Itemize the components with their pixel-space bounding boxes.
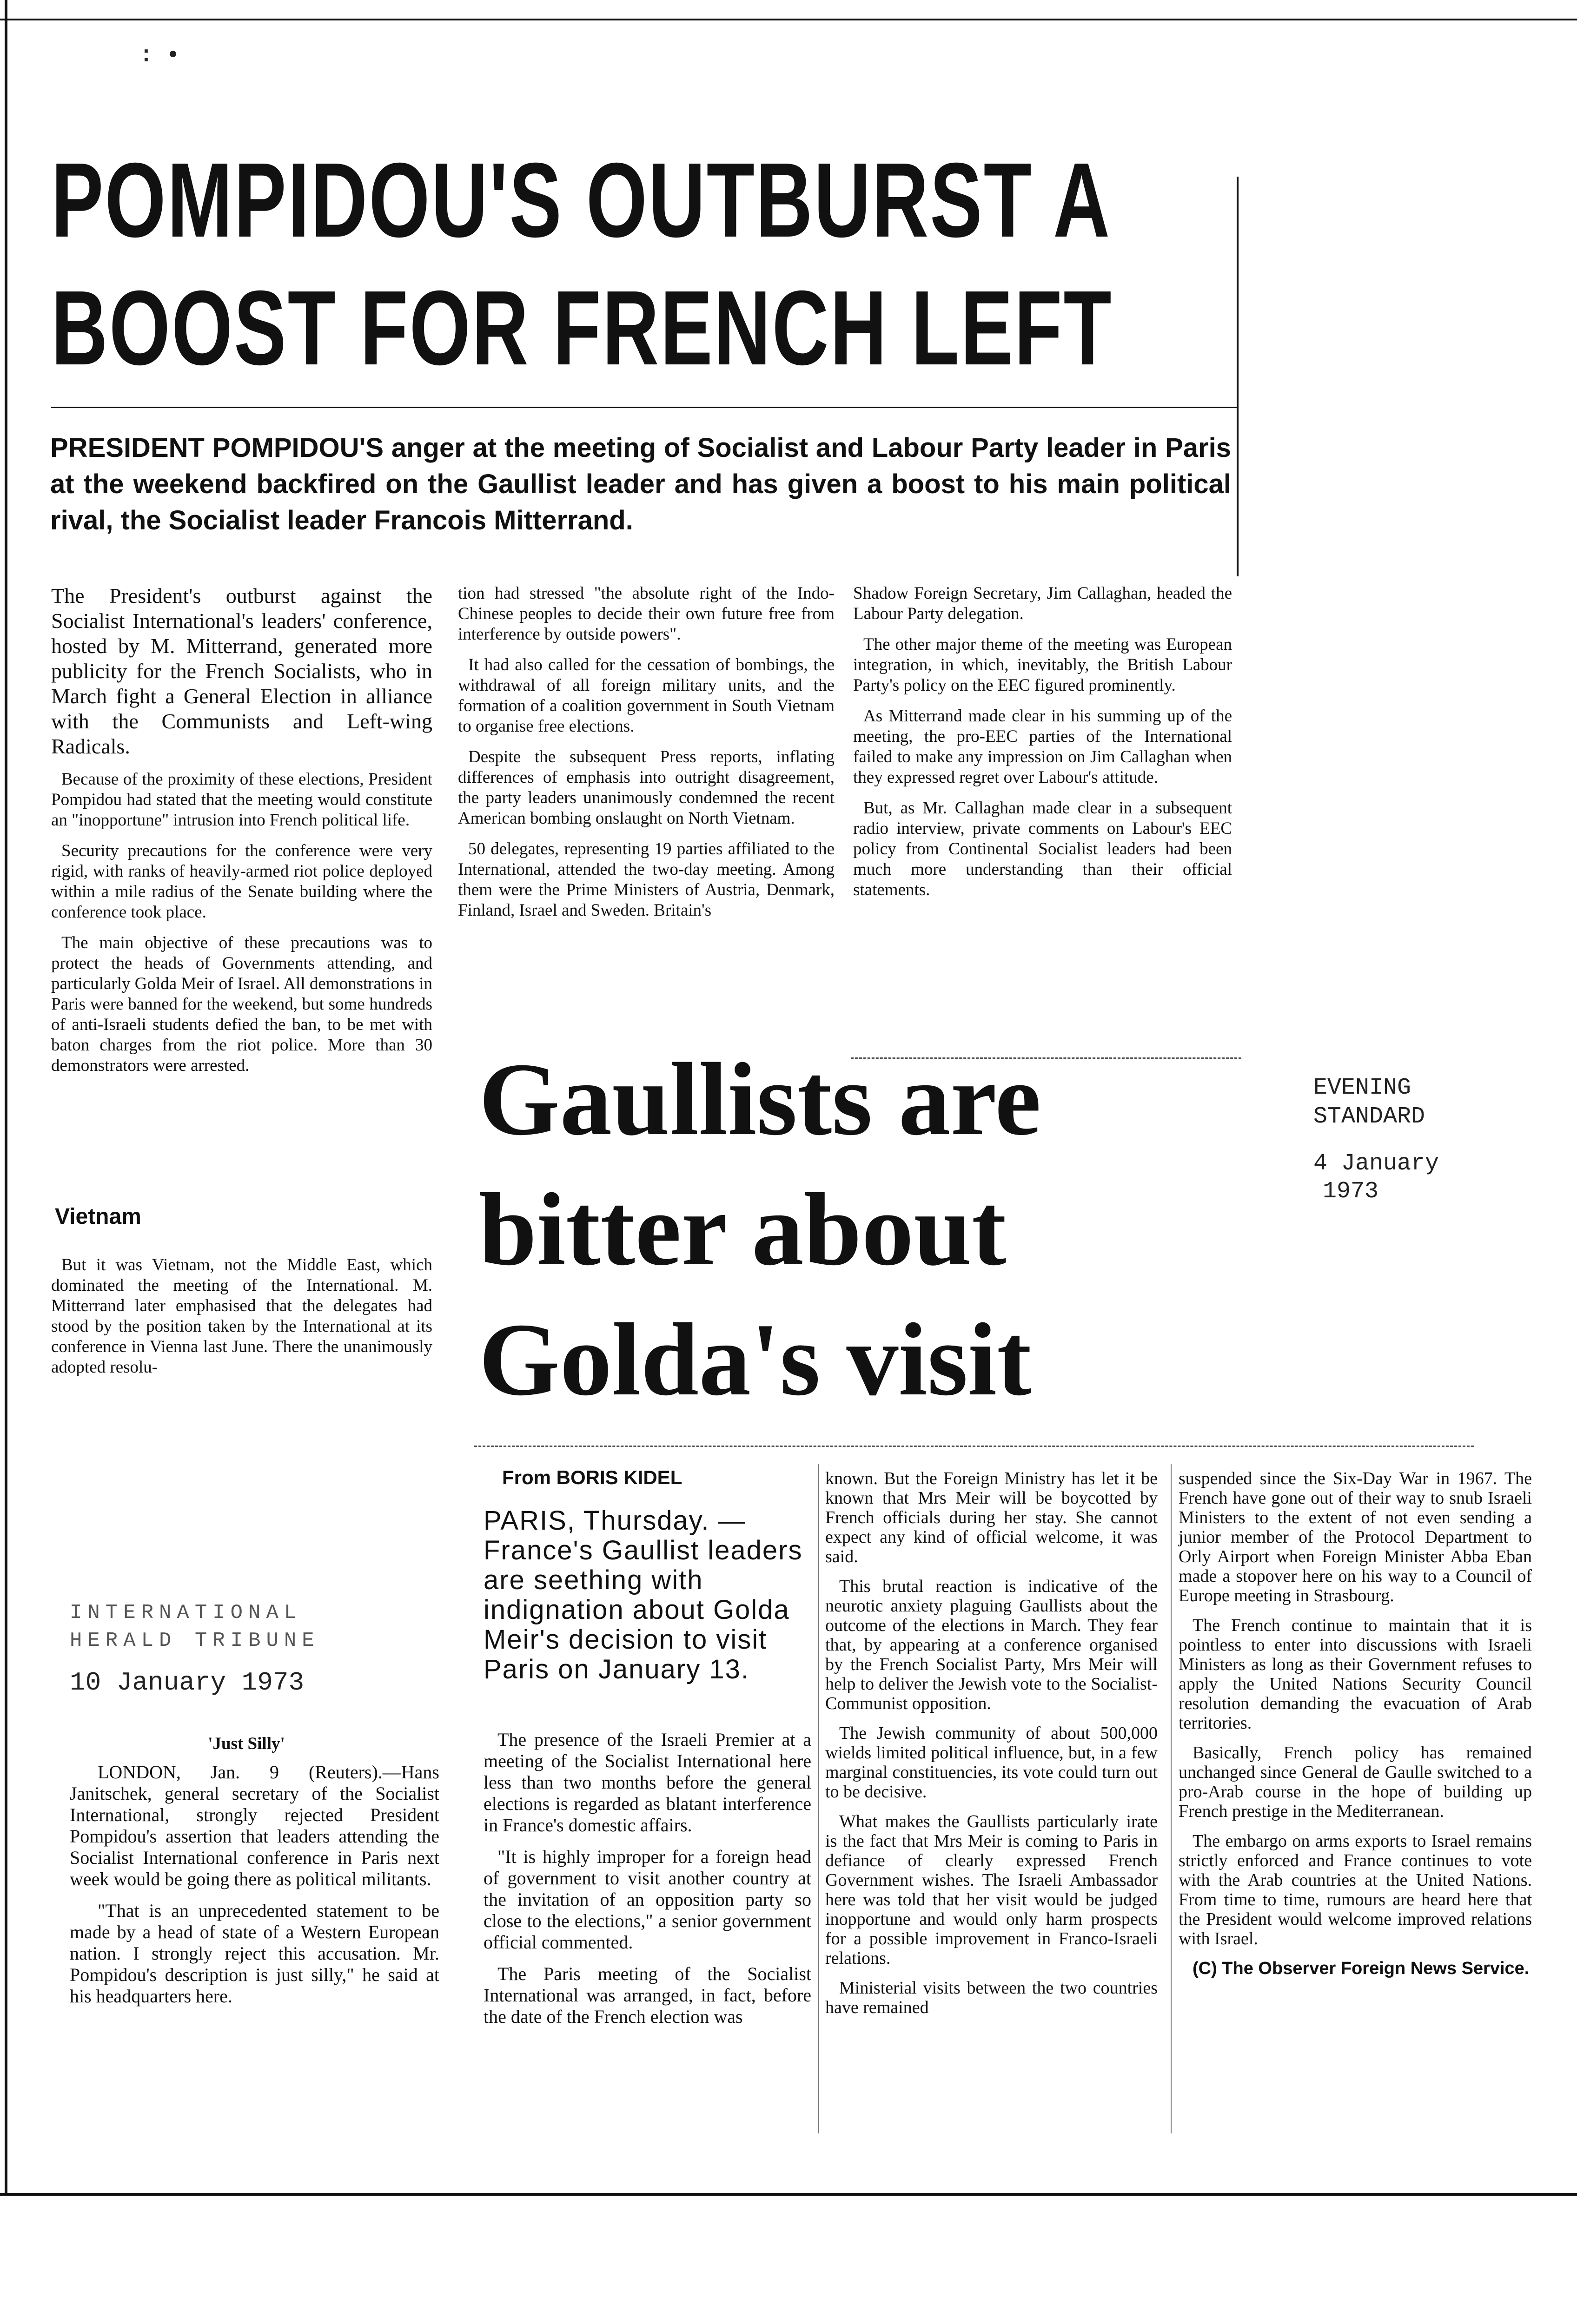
headline-line-1: POMPIDOU'S OUTBURST A (51, 141, 1112, 259)
col3-para-2: The other major theme of the meeting was European integration, in which, inevitably, the British Labour Party's policy on the EEC figured prominently. (853, 635, 1232, 695)
gaullists-col-rule-2 (1171, 1464, 1172, 2133)
article-column-1 (51, 583, 432, 1086)
silly-para-1: LONDON, Jan. 9 (Reuters).—Hans Janitschek, general secretary of the Socialist International, strongly rejected President Pompidou's assertion that leaders attending the Socialist International conference in Paris next week would be going there as political militants. (70, 1762, 439, 1889)
corner-marks: : • (139, 43, 180, 68)
herald-tribune-paper-2: HERALD TRIBUNE (70, 1629, 320, 1652)
gaullists-col2-para-5: Ministerial visits between the two countries have remained (825, 1978, 1158, 2017)
gaullists-column-1 (484, 1729, 811, 2038)
gaullists-column-2 (825, 1469, 1158, 2027)
col1-para-2: Because of the proximity of these elections, President Pompidou had stated that the meeting would constitute an "inopportune" intrusion into French political life. (51, 770, 432, 830)
gaullists-col3-para-2: The French continue to maintain that it is pointless to enter into discussions with Israeli Ministers as long as their Government refuses to apply the United Nations Security Council resolution demanding the evacuation of Arab territories. (1179, 1616, 1532, 1733)
silly-subhead: 'Just Silly' (208, 1734, 285, 1753)
herald-tribune-date: 10 January 1973 (70, 1668, 305, 1697)
gaullists-col3-para-3: Basically, French policy has remained unchanged since General de Gaulle switched to a pro-Arab course in the hope of building up French prestige in the Mediterranean. (1179, 1743, 1532, 1821)
gaullists-column-3 (1179, 1469, 1532, 1988)
gaullists-headline-3: Golda's visit (479, 1302, 1032, 1417)
gaullists-col1-para-1: The presence of the Israeli Premier at a meeting of the Socialist International here less than two months before the general elections is regarded as blatant interference in France's domestic affairs. (484, 1729, 811, 1835)
gaullists-col2-para-1: known. But the Foreign Ministry has let it be known that Mrs Meir will be boycotted by French officials during her stay. She cannot expect any kind of official welcome, it was said. (825, 1469, 1158, 1566)
vietnam-para: But it was Vietnam, not the Middle East, which dominated the meeting of the International. M. Mitterrand later emphasised that the delegates had stood by the position taken by the International at its conference in Vienna last June. There the unanimously adopted resolu- (51, 1255, 432, 1377)
col2-para-2: It had also called for the cessation of bombings, the withdrawal of all foreign military units, and the formation of a coalition government in South Vietnam to organise free elections. (458, 655, 835, 736)
col3-para-3: As Mitterrand made clear in his summing up of the meeting, the pro-EEC parties of the International failed to make any impression on Jim Callaghan when they expressed regret over Labour's attitude. (853, 706, 1232, 787)
evening-standard-date-1: 4 January (1313, 1150, 1439, 1177)
gaullists-headline-1: Gaullists are (479, 1042, 1041, 1157)
silly-para-2: "That is an unprecedented statement to be made by a head of state of a Western European nation. I strongly reject this accusation. Mr. Pompidou's description is just silly," he said at his headquarters here. (70, 1900, 439, 2007)
headline-line-2: BOOST FOR FRENCH LEFT (51, 269, 1113, 387)
col2-para-1: tion had stressed "the absolute right of the Indo-Chinese peoples to decide their own future free from interference by outside powers". (458, 584, 835, 644)
gaullists-col2-para-3: The Jewish community of about 500,000 wields limited political influence, but, in a few marginal constituencies, its vote could turn out to be decisive. (825, 1723, 1158, 1802)
gaullists-col-rule-1 (818, 1464, 819, 2133)
vietnam-paragraph (51, 1255, 432, 1388)
page-separator (0, 2193, 1577, 2196)
gaullists-col3-para-1: suspended since the Six-Day War in 1967. The French have gone out of their way to snub Israeli Ministers to the extent of not even sending a junior member of the Protocol Department to Orly Airport when Foreign Minister Abba Eban made a stopover here on his way to a Council of Europe meeting in Strasbourg. (1179, 1469, 1532, 1605)
standfirst-right-rule (1237, 428, 1239, 576)
col2-para-4: 50 delegates, representing 19 parties affiliated to the International, attended the two-day meeting. Among them were the Prime Ministers of Austria, Denmark, Finland, Israel and Sweden. Britain's (458, 839, 835, 920)
vietnam-subhead: Vietnam (55, 1204, 141, 1229)
article-column-2 (458, 583, 835, 931)
standfirst: PRESIDENT POMPIDOU'S anger at the meeting of Socialist and Labour Party leader in Paris at the weekend backfired on the Gaullist leader and has given a boost to his main political rival, the Socialist leader Francois Mitterrand. (50, 433, 1231, 535)
col1-para-1: The President's outburst against the Socialist International's leaders' conference, hosted by M. Mitterrand, generated more publicity for the French Socialists, who in March fight a General Election in alliance with the Communists and Left-wing Radicals. (51, 584, 432, 758)
col1-para-3: Security precautions for the conference were very rigid, with ranks of heavily-armed riot police deployed within a mile radius of the Senate building where the conference took place. (51, 841, 432, 922)
gaullists-byline: From BORIS KIDEL (502, 1466, 682, 1488)
gaullists-lede: PARIS, Thursday. — France's Gaullist leaders are seething with indignation about Golda Meir's decision to visit Paris on January 13. (484, 1505, 803, 1684)
col3-para-4: But, as Mr. Callaghan made clear in a subsequent radio interview, private comments on Labour's EEC policy from Continental Socialist leaders had been much more understanding than their official statements. (853, 799, 1232, 899)
gaullists-col1-para-3: The Paris meeting of the Socialist International was arranged, in fact, before the date of the French election was (484, 1963, 811, 2027)
gaullists-col2-para-4: What makes the Gaullists particularly irate is the fact that Mrs Meir is coming to Paris in defiance of clearly expressed French Government wishes. The Israeli Ambassador here was told that her visit would be judged inopportune and would only harm prospects for a possible improvement in Franco-Israeli relations. (825, 1812, 1158, 1968)
col1-para-4: The main objective of these precautions was to protect the heads of Governments attending, and particularly Golda Meir of Israel. All demonstrations in Paris were banned for the weekend, but some hundreds of anti-Israeli students defied the ban, to be met with baton charges from the riot police. More than 30 demonstrators were arrested. (51, 933, 432, 1075)
col2-para-3: Despite the subsequent Press reports, inflating differences of emphasis into outright disagreement, the party leaders unanimously condemned the recent American bombing onslaught on North Vietnam. (458, 747, 835, 828)
evening-standard-paper: EVENING STANDARD (1313, 1075, 1425, 1130)
gaullists-col1-para-2: "It is highly improper for a foreign head of government to visit another country at the invitation of an opposition party so close to the elections," a senior government official commented. (484, 1846, 811, 1953)
herald-tribune-stamp (70, 1599, 423, 1697)
evening-standard-stamp (1313, 1074, 1509, 1206)
page-border-top (0, 19, 1577, 20)
gaullists-col3-para-4: The embargo on arms exports to Israel remains strictly enforced and France continues to vote with the Arab countries at the United Nations. From time to time, rumours are heard here that the President would welcome improved relations with Israel. (1179, 1831, 1532, 1948)
headline-box-bottom (51, 407, 1237, 408)
gaullists-credit: (C) The Observer Foreign News Service. (1193, 1959, 1530, 1978)
gaullists-headline-2: bitter about (479, 1172, 1007, 1287)
col3-para-1: Shadow Foreign Secretary, Jim Callaghan, headed the Labour Party delegation. (853, 584, 1232, 623)
gaullists-top-rule (474, 1446, 1474, 1447)
headline-box-right (1237, 177, 1239, 428)
silly-column (70, 1762, 439, 2017)
page-border-left (5, 0, 7, 2194)
evening-standard-date-2: 1973 (1323, 1178, 1379, 1205)
article-column-3 (853, 583, 1232, 911)
herald-tribune-paper-1: INTERNATIONAL (70, 1601, 302, 1624)
gaullists-col2-para-2: This brutal reaction is indicative of the neurotic anxiety plaguing Gaullists about the outcome of the elections in March. They fear that, by appearing at a conference organised by the French Socialist Party, Mrs Meir will help to deliver the Jewish vote to the Socialist-Communist opposition. (825, 1577, 1158, 1713)
